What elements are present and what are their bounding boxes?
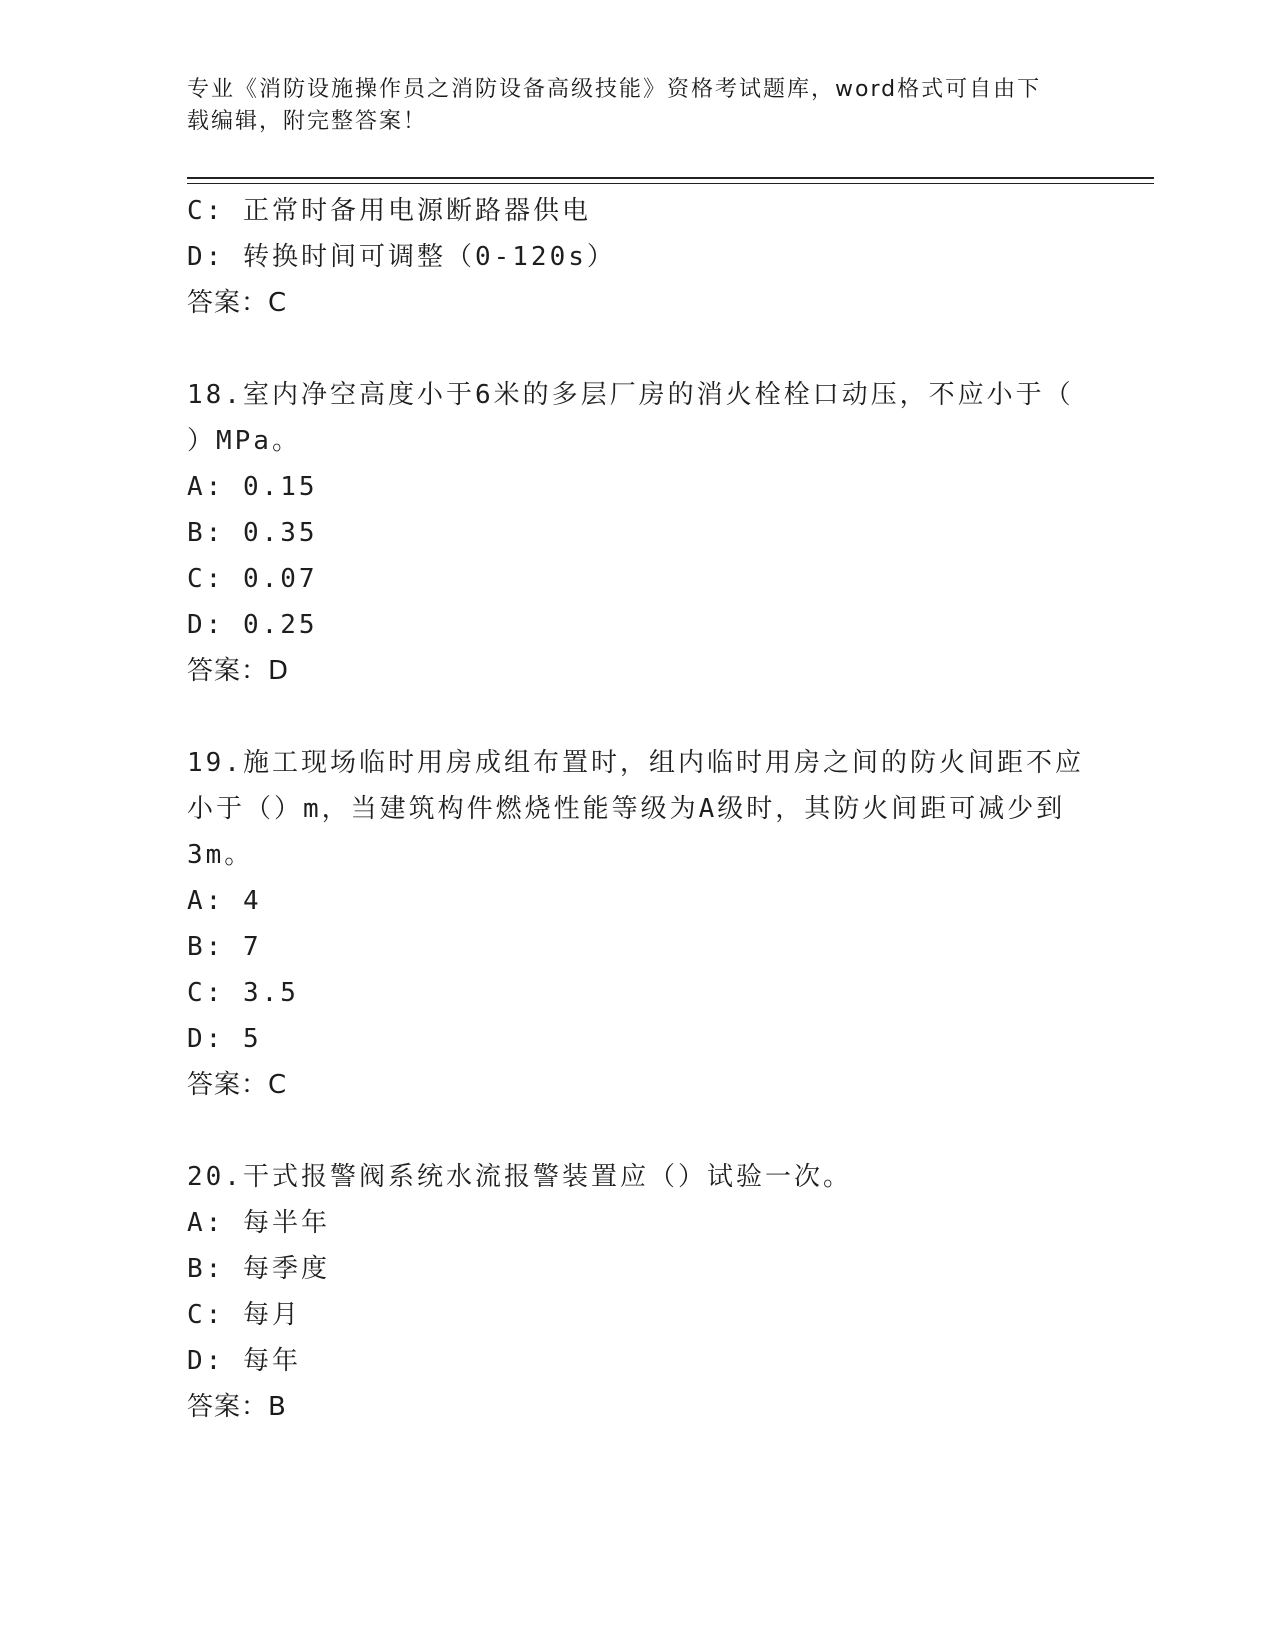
question-block-20 bbox=[187, 1154, 1087, 1430]
option-b: B: 0.35 bbox=[187, 518, 318, 548]
header-divider-thick bbox=[187, 177, 1154, 179]
option-c: C: 3.5 bbox=[187, 978, 299, 1008]
question-stem-line: 小于（）m，当建筑构件燃烧性能等级为A级时，其防火间距可减少到 bbox=[187, 794, 1066, 824]
option-d: D: 5 bbox=[187, 1024, 262, 1054]
spacer bbox=[187, 694, 1087, 740]
answer-line: 答案：C bbox=[187, 288, 288, 318]
question-stem-line: 20.干式报警阀系统水流报警装置应（）试验一次。 bbox=[187, 1162, 852, 1192]
question-block-continued bbox=[187, 188, 1087, 326]
answer-line: 答案：D bbox=[187, 656, 290, 686]
question-list bbox=[187, 188, 1087, 1430]
option-d: D: 0.25 bbox=[187, 610, 318, 640]
document-header bbox=[187, 74, 1067, 138]
option-d: D: 每年 bbox=[187, 1346, 301, 1376]
question-stem-line: ）MPa。 bbox=[187, 426, 301, 456]
option-d: D: 转换时间可调整（0-120s） bbox=[187, 242, 616, 272]
answer-line: 答案：B bbox=[187, 1392, 287, 1422]
header-line-2: 载编辑，附完整答案！ bbox=[187, 109, 428, 134]
option-a: A: 4 bbox=[187, 886, 262, 916]
question-stem-line: 19.施工现场临时用房成组布置时，组内临时用房之间的防火间距不应 bbox=[187, 748, 1084, 778]
option-c: C: 每月 bbox=[187, 1300, 301, 1330]
question-stem-line: 18.室内净空高度小于6米的多层厂房的消火栓栓口动压，不应小于（ bbox=[187, 380, 1074, 410]
header-divider-thin bbox=[187, 183, 1154, 184]
header-line-1: 专业《消防设施操作员之消防设备高级技能》资格考试题库，word格式可自由下 bbox=[187, 77, 1042, 102]
spacer bbox=[187, 1108, 1087, 1154]
question-block-18 bbox=[187, 372, 1087, 694]
spacer bbox=[187, 326, 1087, 372]
question-block-19 bbox=[187, 740, 1087, 1108]
option-c: C: 正常时备用电源断路器供电 bbox=[187, 196, 591, 226]
option-a: A: 每半年 bbox=[187, 1208, 330, 1238]
answer-line: 答案：C bbox=[187, 1070, 288, 1100]
option-b: B: 每季度 bbox=[187, 1254, 330, 1284]
question-stem-line: 3m。 bbox=[187, 840, 254, 870]
option-b: B: 7 bbox=[187, 932, 262, 962]
option-c: C: 0.07 bbox=[187, 564, 318, 594]
option-a: A: 0.15 bbox=[187, 472, 318, 502]
